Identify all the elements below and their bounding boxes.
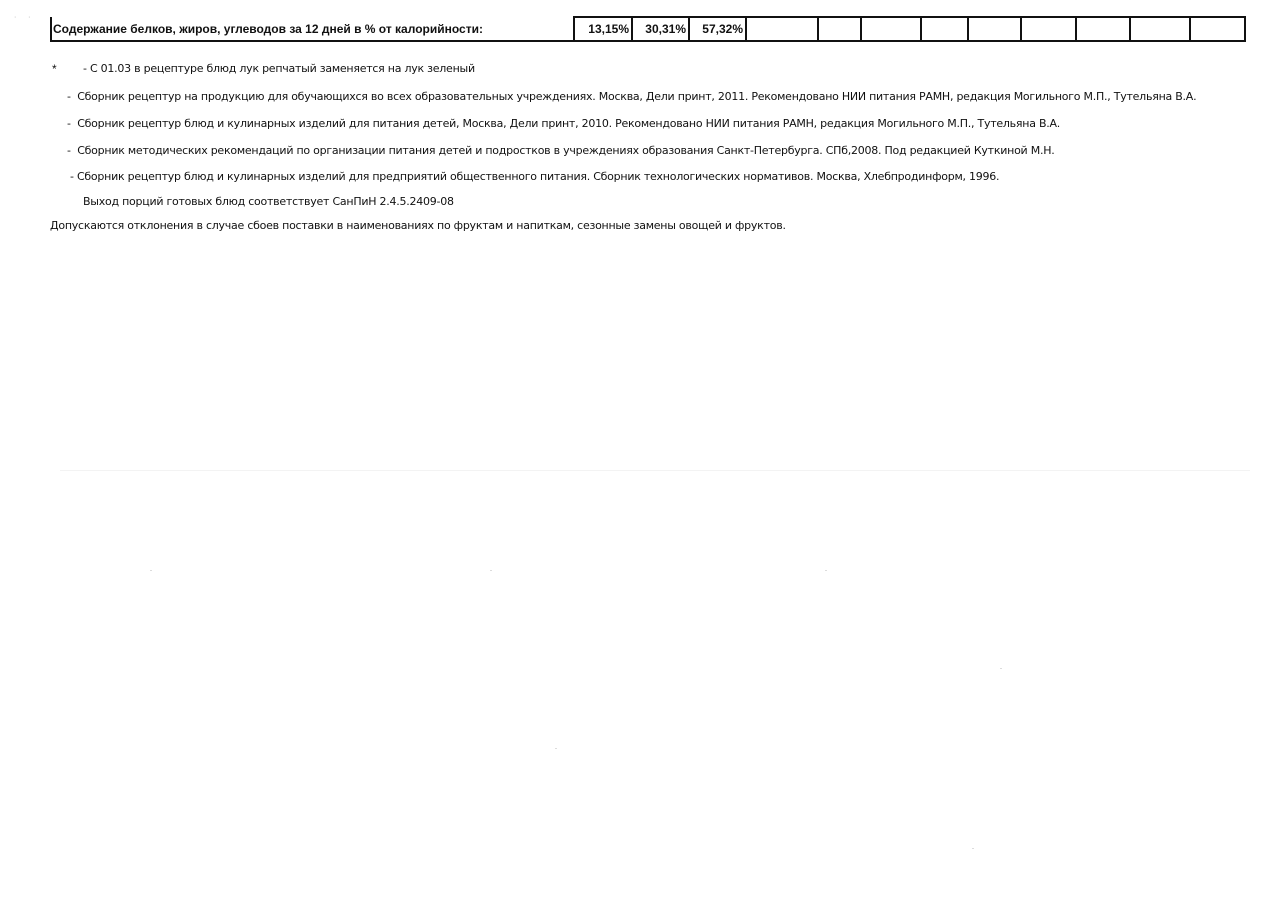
empty-cell (861, 17, 921, 41)
source-note-1 (67, 90, 1196, 103)
empty-cell (818, 17, 861, 41)
deviations-note: Допускаются отклонения в случае сбоев поставки в наименованиях по фруктам и напиткам, сезонные замены овощей и фруктов. (50, 219, 786, 232)
scan-artifact (150, 570, 152, 571)
empty-cell (1190, 17, 1245, 41)
source-note-2 (67, 117, 1060, 130)
source-note-4 (70, 170, 999, 183)
footnote-star: * (52, 62, 57, 76)
empty-cell (968, 17, 1021, 41)
replacement-note: - С 01.03 в рецептуре блюд лук репчатый заменяется на лук зеленый (83, 62, 475, 75)
source-text-4: Сборник рецептур блюд и кулинарных изделий для предприятий общественного питания. Сборник технологических нормативов. Москва, Хлебпродинформ, 1996. (76, 170, 1000, 183)
empty-cell (746, 17, 818, 41)
summary-label: Содержание белков, жиров, углеводов за 12 дней в % от калорийности: (51, 17, 574, 41)
empty-cell (1130, 17, 1190, 41)
scan-artifact (490, 570, 492, 571)
scan-artifact (555, 748, 557, 749)
source-note-3 (67, 144, 1054, 157)
fat-percent: 30,31% (632, 17, 689, 41)
dash-bullet: - (67, 90, 78, 103)
source-text-1: Сборник рецептур на продукцию для обучающихся во всех образовательных учреждениях. Москва, Дели принт, 2011. Рекомендовано НИИ питания РАМН, редакция Могильного М.П., Тутельяна В.А. (77, 90, 1197, 103)
protein-percent: 13,15% (574, 17, 632, 41)
dash-bullet: - (67, 117, 78, 130)
dash-bullet: - (67, 144, 78, 157)
dash-bullet: - (70, 170, 77, 183)
source-text-3: Сборник методических рекомендаций по организации питания детей и подростков в учреждениях образования Санкт-Петербурга. СПб,2008. Под редакцией Куткиной М.Н. (77, 144, 1055, 157)
table-row (51, 17, 1245, 41)
portions-note: Выход порций готовых блюд соответствует СанПиН 2.4.5.2409-08 (83, 195, 454, 208)
empty-cell (1076, 17, 1130, 41)
source-text-2: Сборник рецептур блюд и кулинарных изделий для питания детей, Москва, Дели принт, 2010. Рекомендовано НИИ питания РАМН, редакция Могильного М.П., Тутельяна В.А. (77, 117, 1061, 130)
scan-artifact (825, 570, 827, 571)
scan-artifact (1000, 668, 1002, 669)
scan-artifact (972, 848, 974, 849)
carbs-percent: 57,32% (689, 17, 746, 41)
nutrition-summary-table (50, 16, 1246, 42)
empty-cell (1021, 17, 1076, 41)
empty-cell (921, 17, 968, 41)
scan-artifact (60, 470, 1250, 471)
scan-artifact: ˙ ˙ (14, 16, 36, 27)
